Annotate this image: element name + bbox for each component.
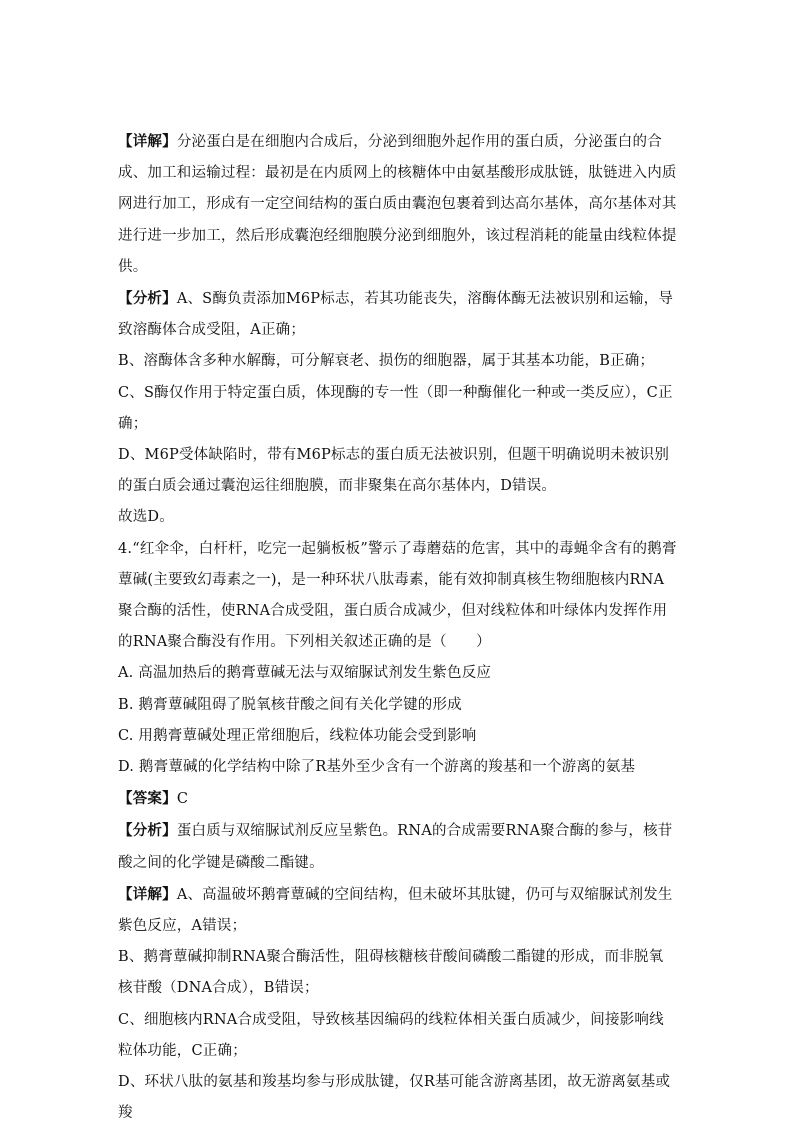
paragraph-text: D、环状八肽的氨基和羧基均参与形成肽键，仅R基可能含游离基团，故无游离氨基或羧 xyxy=(118,1074,671,1122)
paragraph-text: B. 鹅膏蕈碱阻碍了脱氧核苷酸之间有关化学键的形成 xyxy=(118,696,462,713)
paragraph-text: D. 鹅膏蕈碱的化学结构中除了R基外至少含有一个游离的羧基和一个游离的氨基 xyxy=(118,759,636,776)
detail-option-d xyxy=(118,1067,678,1129)
paragraph-analysis-1 xyxy=(118,283,678,346)
paragraph-detail-2 xyxy=(118,879,678,942)
detail-option-b xyxy=(118,942,678,1004)
choice-c xyxy=(118,721,678,752)
paragraph-text: B、鹅膏蕈碱抑制RNA聚合酶活性，阻碍核糖核苷酸间磷酸二酯键的形成，而非脱氧核苷酸（DNA合成），B错误； xyxy=(118,949,664,997)
paragraph-detail-1 xyxy=(118,126,678,283)
paragraph-text: B、溶酶体含多种水解酶，可分解衰老、损伤的细胞器，属于其基本功能，B正确； xyxy=(118,353,655,370)
option-explanation-c xyxy=(118,378,678,440)
section-tag: 【详解】 xyxy=(118,885,177,903)
option-explanation-d xyxy=(118,440,678,502)
section-tag: 【分析】 xyxy=(118,290,177,308)
section-tag: 【答案】 xyxy=(118,790,177,808)
paragraph-analysis-2 xyxy=(118,815,678,878)
conclusion xyxy=(118,502,678,533)
paragraph-text: A、高温破坏鹅膏蕈碱的空间结构，但未破坏其肽键，仍可与双缩脲试剂发生紫色反应，A错误； xyxy=(118,886,673,935)
paragraph-text: 分泌蛋白是在细胞内合成后，分泌到细胞外起作用的蛋白质，分泌蛋白的合成、加工和运输过程：最初是在内质网上的核糖体中由氨基酸形成肽链，肽链进入内质网进行加工，形成有一定空间结构的蛋白质由囊泡包裹着到达高尔基体，高尔基体对其进行进一步加工，然后形成囊泡经细胞膜分泌到细胞外，该过程消耗的能量由线粒体提供。 xyxy=(118,134,677,275)
paragraph-text: 4.“红伞伞，白杆杆，吃完一起躺板板”警示了毒蘑菇的危害，其中的毒蝇伞含有的鹅膏蕈碱(主要致幻毒素之一)，是一种环状八肽毒素，能有效抑制真核生物细胞核内RNA聚合酶的活性，使RNA合成受阻，蛋白质合成减少，但对线粒体和叶绿体内发挥作用的RNA聚合酶没有作用。下列相关叙述正确的是（ ） xyxy=(118,540,677,651)
document-body xyxy=(118,126,678,1130)
section-tag: 【详解】 xyxy=(118,133,177,150)
paragraph-text: A、S酶负责添加M6P标志，若其功能丧失，溶酶体酶无法被识别和运输，导致溶酶体合成受阻，A正确； xyxy=(118,291,674,339)
paragraph-text: 故选D。 xyxy=(118,509,174,526)
paragraph-text: D、M6P受体缺陷时，带有M6P标志的蛋白质无法被识别，但题干明确说明未被识别的蛋白质会通过囊泡运往细胞膜，而非聚集在高尔基体内，D错误。 xyxy=(118,447,670,495)
paragraph-text: A. 高温加热后的鹅膏蕈碱无法与双缩脲试剂发生紫色反应 xyxy=(118,665,492,682)
question-4-stem xyxy=(118,534,678,659)
paragraph-text: C、细胞核内RNA合成受阻，导致核基因编码的线粒体相关蛋白质减少，间接影响线粒体功能，C正确； xyxy=(118,1011,664,1059)
section-tag: 【分析】 xyxy=(118,822,177,840)
choice-b xyxy=(118,690,678,721)
choice-d xyxy=(118,752,678,783)
paragraph-text: C. 用鹅膏蕈碱处理正常细胞后，线粒体功能会受到影响 xyxy=(118,727,477,744)
option-explanation-b xyxy=(118,346,678,377)
paragraph-text: C xyxy=(176,791,189,808)
paragraph-text: C、S酶仅作用于特定蛋白质，体现酶的专一性（即一种酶催化一种或一类反应），C正确； xyxy=(118,384,673,432)
choice-a xyxy=(118,658,678,689)
answer xyxy=(118,783,678,815)
paragraph-text: 蛋白质与双缩脲试剂反应呈紫色。RNA的合成需要RNA聚合酶的参与，核苷酸之间的化学键是磷酸二酯键。 xyxy=(118,823,673,871)
detail-option-c xyxy=(118,1005,678,1067)
